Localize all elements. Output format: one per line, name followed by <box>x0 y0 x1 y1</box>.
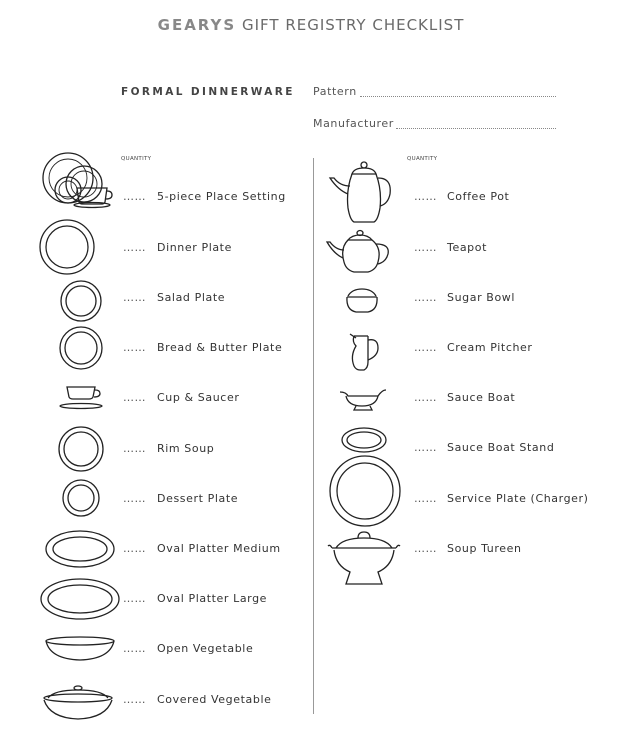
column-divider <box>313 158 314 714</box>
oval-platter-large-icon <box>40 578 120 622</box>
quantity-field[interactable]: …… <box>414 542 437 555</box>
page-title <box>0 16 622 34</box>
quantity-field[interactable]: …… <box>414 241 437 254</box>
item-label: Bread & Butter Plate <box>157 341 283 354</box>
item-label: Sauce Boat Stand <box>447 441 555 454</box>
quantity-field[interactable]: …… <box>123 693 146 706</box>
pattern-field[interactable] <box>360 96 556 97</box>
dessert-plate-icon <box>40 480 120 520</box>
coffee-pot-icon <box>326 160 406 226</box>
service-plate-icon <box>326 455 406 529</box>
quantity-field[interactable]: …… <box>123 341 146 354</box>
quantity-field[interactable]: …… <box>414 341 437 354</box>
sauce-boat-icon <box>326 386 406 416</box>
rim-soup-icon <box>40 426 120 476</box>
quantity-field[interactable]: …… <box>414 190 437 203</box>
item-label: Coffee Pot <box>447 190 510 203</box>
cream-pitcher-icon <box>326 332 406 376</box>
brand-name: GEARYS <box>157 16 237 34</box>
quantity-field[interactable]: …… <box>123 592 146 605</box>
title-text: GIFT REGISTRY CHECKLIST <box>241 16 465 34</box>
quantity-header-left: QUANTITY <box>121 156 152 162</box>
quantity-field[interactable]: …… <box>414 441 437 454</box>
soup-tureen-icon <box>326 530 406 590</box>
item-label: Salad Plate <box>157 291 226 304</box>
quantity-field[interactable]: …… <box>123 241 146 254</box>
oval-platter-medium-icon <box>40 530 120 570</box>
item-label: Teapot <box>447 241 487 254</box>
item-label: Sugar Bowl <box>447 291 516 304</box>
item-label: Open Vegetable <box>157 642 254 655</box>
covered-vegetable-icon <box>40 686 120 726</box>
item-label: Cup & Saucer <box>157 391 240 404</box>
quantity-field[interactable]: …… <box>123 442 146 455</box>
bread-butter-plate-icon <box>40 327 120 377</box>
item-label: Dinner Plate <box>157 241 232 254</box>
quantity-field[interactable]: …… <box>414 391 437 404</box>
item-label: Sauce Boat <box>447 391 516 404</box>
place-setting-icon <box>40 150 120 210</box>
item-label: Covered Vegetable <box>157 693 272 706</box>
salad-plate-icon <box>40 280 120 330</box>
item-label: Oval Platter Large <box>157 592 268 605</box>
item-label: Rim Soup <box>157 442 215 455</box>
sugar-bowl-icon <box>326 286 406 318</box>
quantity-field[interactable]: …… <box>123 190 146 203</box>
item-label: Soup Tureen <box>447 542 522 555</box>
quantity-field[interactable]: …… <box>123 391 146 404</box>
cup-saucer-icon <box>40 384 120 414</box>
item-label: Service Plate (Charger) <box>447 492 589 505</box>
quantity-field[interactable]: …… <box>414 291 437 304</box>
quantity-field[interactable]: …… <box>123 291 146 304</box>
open-vegetable-icon <box>40 636 120 666</box>
teapot-icon <box>326 230 406 276</box>
manufacturer-field[interactable] <box>396 128 556 129</box>
section-title: FORMAL DINNERWARE <box>121 86 295 98</box>
quantity-field[interactable]: …… <box>123 492 146 505</box>
manufacturer-label: Manufacturer <box>313 117 394 130</box>
item-label: Oval Platter Medium <box>157 542 281 555</box>
quantity-field[interactable]: …… <box>414 492 437 505</box>
item-label: 5-piece Place Setting <box>157 190 286 203</box>
dinner-plate-icon <box>40 220 120 280</box>
pattern-label: Pattern <box>313 85 357 98</box>
quantity-field[interactable]: …… <box>123 542 146 555</box>
quantity-field[interactable]: …… <box>123 642 146 655</box>
item-label: Cream Pitcher <box>447 341 533 354</box>
quantity-header-right: QUANTITY <box>407 156 438 162</box>
item-label: Dessert Plate <box>157 492 239 505</box>
sauce-boat-stand-icon <box>326 426 406 456</box>
